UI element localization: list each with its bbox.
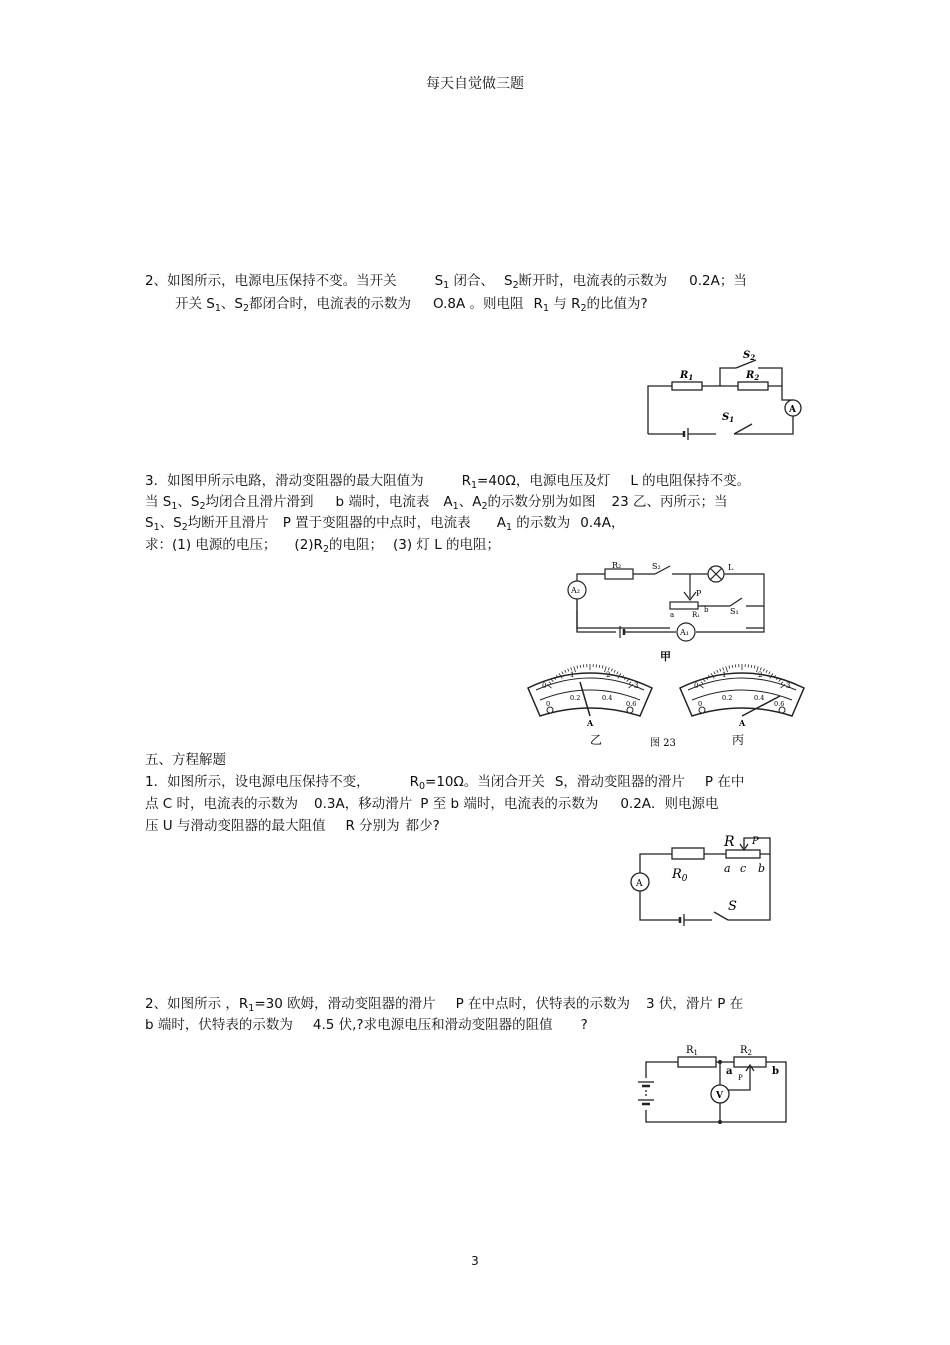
label-s1: S₁ — [730, 607, 739, 616]
q2-text: 的比值为? — [586, 296, 648, 312]
svg-text:S1 — [722, 412, 734, 424]
q3-sub: 2 — [199, 501, 206, 512]
s5q1-text: P 在中 — [704, 774, 745, 790]
meter-tick — [717, 670, 718, 673]
q2-s1-sub: 1 — [214, 303, 221, 314]
label-r2: R₂ — [612, 561, 622, 570]
meter-bing — [680, 664, 804, 728]
q3-text: =40Ω，电源电压及灯 — [477, 473, 611, 489]
fig1-r1-sub: 1 — [688, 373, 694, 382]
s5q2-text: 3 伏，滑片 P 在 — [646, 996, 744, 1012]
q3-r1: R — [461, 473, 471, 489]
q2-s2-sub: 2 — [243, 303, 250, 314]
q2-line2 — [145, 294, 648, 319]
q3-text: 3．如图甲所示电路，滑动变阻器的最大阻值为 — [145, 473, 424, 489]
s5q2-text: ? — [580, 1017, 588, 1033]
q3-sub: 1 — [452, 501, 459, 512]
scale-bing-i0: 0 — [698, 700, 703, 708]
q2-s1-sub: 1 — [443, 280, 450, 291]
q3-text: 的示数分别为如图 — [487, 494, 596, 510]
meter-tick — [611, 669, 612, 672]
q3-text: 、A — [458, 494, 482, 510]
fig3-r: R — [724, 834, 735, 850]
s5q2-text: 4.5 伏,?求电源电压和滑动变阻器的阻值 — [312, 1017, 553, 1033]
q3-text: 、S — [177, 494, 200, 510]
q2-text: 与 — [553, 296, 567, 312]
q2-text: 2、如图所示，电源电压保持不变。当开关 — [145, 273, 397, 289]
s5q1-text: 0.3A，移动滑片 — [314, 796, 413, 812]
q3-a1: A — [443, 494, 453, 510]
label-s2: S₂ — [652, 562, 661, 571]
scale-yi-0: 0 — [542, 682, 547, 690]
svg-text:R0 — [671, 867, 688, 884]
q3-r1-sub: 1 — [470, 480, 478, 491]
meter-tick — [754, 666, 755, 669]
label-yi: 乙 — [590, 733, 603, 747]
scale-bing-i1: 0.2 — [722, 694, 733, 702]
label-fig23: 图 23 — [650, 738, 676, 749]
s5q2-text: =30 欧姆，滑动变阻器的滑片 — [254, 996, 436, 1012]
q3-sub: 1 — [153, 522, 160, 533]
q2-s2: S — [504, 273, 513, 289]
q3-text: P 置于变阻器的中点时，电流表 — [282, 515, 471, 531]
q3-a1: A — [496, 515, 506, 531]
q3-text: 、S — [159, 515, 182, 531]
meter-tick — [577, 666, 578, 669]
q3-text: 当 S — [145, 494, 172, 510]
meter-tick — [562, 672, 564, 675]
s5q2-sub: 1 — [248, 1003, 255, 1014]
label-a2: A₂ — [571, 586, 580, 595]
s5q1-text: 都少? — [405, 818, 440, 834]
meter-tick — [766, 670, 767, 673]
r1-resistor-shape — [672, 382, 702, 390]
q3-text: 的电阻； — [328, 537, 383, 553]
scale-bing-3: 3 — [786, 682, 791, 690]
fig1-r1: R — [680, 370, 689, 381]
fig3-s: S — [728, 899, 737, 914]
s5q1-text: S，滑动变阻器的滑片 — [554, 774, 685, 790]
meter-tick — [763, 669, 764, 672]
fig4-r2: R — [740, 1045, 748, 1056]
q2-text: O.8A 。则电阻 — [433, 296, 524, 312]
q3-sub: 1 — [171, 501, 178, 512]
scale-yi-i0: 0 — [546, 700, 551, 708]
circuit-figure-s5q2 — [630, 1040, 800, 1130]
meter-tick — [571, 667, 572, 670]
q2-text: 开关 — [175, 296, 202, 312]
page-number: 3 — [471, 1254, 479, 1268]
svg-text:S2 — [743, 350, 755, 362]
q3-line4 — [145, 535, 500, 560]
fig4-b: b — [772, 1066, 779, 1077]
s5q1-text: P 至 b 端时，电流表的示数为 — [420, 796, 599, 812]
s5q1-text: 点 C 时，电流表的示数为 — [145, 796, 299, 812]
s5q1-line3 — [145, 816, 440, 837]
fig3-p: P — [752, 836, 759, 847]
q2-text: 闭合、 — [453, 273, 495, 289]
q3-text: 0.4A， — [580, 515, 625, 531]
q3-sub: 2 — [181, 522, 188, 533]
fig1-s1-sub: 1 — [729, 415, 735, 424]
q3-sub: 1 — [505, 522, 512, 533]
scale-bing-1: 1 — [722, 671, 727, 679]
s5q1-text: =10Ω。当闭合开关 — [425, 774, 545, 790]
fig3-r0-sub: 0 — [681, 874, 688, 884]
meter-tick — [732, 665, 733, 668]
q2-s1: S — [434, 273, 444, 289]
meter-tick — [599, 665, 600, 668]
meter-tick — [602, 666, 603, 669]
q2-s2: S — [234, 296, 243, 312]
label-jia: 甲 — [660, 650, 671, 663]
scale-yi-i3: 0.6 — [626, 700, 637, 708]
label-lamp: L — [728, 563, 734, 572]
scale-bing-0: 0 — [694, 682, 699, 690]
meter-bing-a: A — [739, 718, 746, 728]
section5-title: 五、方程解题 — [145, 752, 226, 768]
fig4-r1: R — [686, 1045, 694, 1056]
scale-yi-i2: 0.4 — [602, 694, 613, 702]
q3-sub: 2 — [481, 501, 488, 512]
meter-tick — [565, 670, 566, 673]
scale-bing-2: 2 — [758, 671, 763, 679]
fig1-s1: S — [722, 412, 730, 423]
circuit-figure-q3 — [520, 560, 820, 750]
q2-r2-sub: 2 — [580, 303, 587, 314]
q2-text: 都闭合时，电流表的示数为 — [249, 296, 412, 312]
s5q1-text: 1．如图所示，设电源电压保持不变， — [145, 774, 370, 790]
s5q2-text: P 在中点时，伏特表的示数为 — [455, 996, 631, 1012]
svg-text:R2 — [740, 1045, 752, 1057]
q3-text: (3) 灯 L 的电阻； — [392, 537, 501, 553]
s5q1-sub: 0 — [418, 781, 426, 792]
q2-s2-sub: 2 — [512, 280, 519, 291]
fig4-r2-sub: 2 — [747, 1049, 752, 1057]
meter-tick — [608, 667, 609, 670]
s5q1-line2 — [145, 794, 719, 815]
q2-line1 — [145, 271, 747, 296]
meter-tick — [568, 669, 569, 672]
s5q1-text: 0.2A．则电源电 — [620, 796, 719, 812]
fig3-a: a — [724, 862, 731, 875]
q2-text: 0.2A；当 — [689, 273, 747, 289]
s5q2-text: 2、如图所示 ，R — [145, 996, 249, 1012]
circuit-figure-s5q1 — [628, 832, 778, 932]
meter-tick — [729, 666, 730, 669]
s5q2-text: b 端时，伏特表的示数为 — [145, 1017, 293, 1033]
meter-tick — [714, 672, 716, 675]
q3-text: 均断开且滑片 — [187, 515, 269, 531]
meter-tick — [769, 672, 771, 675]
fig3-r0: R — [672, 867, 682, 882]
meter-yi — [528, 664, 652, 728]
svg-text:R2 — [745, 370, 759, 382]
q2-r1-sub: 1 — [542, 303, 549, 314]
label-r1: R₁ — [692, 611, 701, 619]
s5q2-line2 — [145, 1015, 588, 1036]
meter-tick — [617, 672, 619, 675]
meter-tick — [580, 665, 581, 668]
scale-yi-i1: 0.2 — [570, 694, 581, 702]
scale-yi-2: 2 — [606, 671, 611, 679]
q2-r2: R — [571, 296, 581, 312]
meter-tick — [760, 667, 761, 670]
s5q1-r0: R — [409, 774, 419, 790]
q3-text: 求：(1) 电源的电压； — [145, 537, 277, 553]
fig1-r2-sub: 2 — [754, 373, 760, 382]
fig1-r2: R — [746, 370, 755, 381]
q3-text: L 的电阻保持不变。 — [630, 473, 751, 489]
meter-tick — [720, 669, 721, 672]
label-b: b — [704, 606, 709, 614]
fig1-s2: S — [743, 350, 751, 361]
q3-text: 均闭合且滑片滑到 — [205, 494, 314, 510]
q2-text: 断开时，电流表的示数为 — [518, 273, 668, 289]
fig4-p: P — [738, 1074, 743, 1082]
q3-text: b 端时，电流表 — [335, 494, 430, 510]
meter-tick — [723, 667, 724, 670]
fig3-b: b — [758, 862, 766, 875]
meter-tick — [751, 665, 752, 668]
q3-text: (2)R — [294, 537, 323, 553]
ammeter-label: A — [789, 405, 796, 415]
s5q1-text: 压 U 与滑动变阻器的最大阻值 — [145, 818, 326, 834]
svg-text:R1 — [686, 1045, 698, 1057]
scale-bing-i2: 0.4 — [754, 694, 765, 702]
fig1-s2-sub: 2 — [750, 353, 756, 362]
label-bing: 丙 — [732, 733, 745, 747]
fig4-r1-sub: 1 — [693, 1049, 698, 1057]
svg-text:R1 — [679, 370, 693, 382]
scale-bing-i3: 0.6 — [774, 700, 785, 708]
q2-r1: R — [533, 296, 543, 312]
label-p: P — [696, 589, 702, 598]
page-header: 每天自觉做三题 — [426, 76, 524, 92]
label-a1: A₁ — [680, 628, 689, 637]
scale-yi-3: 3 — [634, 682, 639, 690]
s5q1-text: R 分别为 — [345, 818, 400, 834]
circuit-figure-q2 — [640, 346, 810, 441]
q3-text: 的示数为 — [516, 515, 571, 531]
r2-resistor-shape — [738, 382, 768, 390]
fig3-meter-label: A — [636, 879, 643, 889]
meter-tick — [614, 670, 615, 673]
fig4-a: a — [726, 1066, 733, 1077]
q3-text: 23 乙、丙所示；当 — [611, 494, 728, 510]
fig4-v: V — [716, 1091, 723, 1101]
q3-s1: S — [145, 515, 154, 531]
label-a: a — [670, 611, 675, 619]
q2-s1: S — [206, 296, 215, 312]
scale-yi-1: 1 — [570, 671, 575, 679]
q3-sub: 2 — [322, 544, 329, 555]
fig3-c: c — [740, 862, 747, 875]
q2-text: 、 — [220, 296, 235, 312]
meter-yi-a: A — [587, 718, 594, 728]
